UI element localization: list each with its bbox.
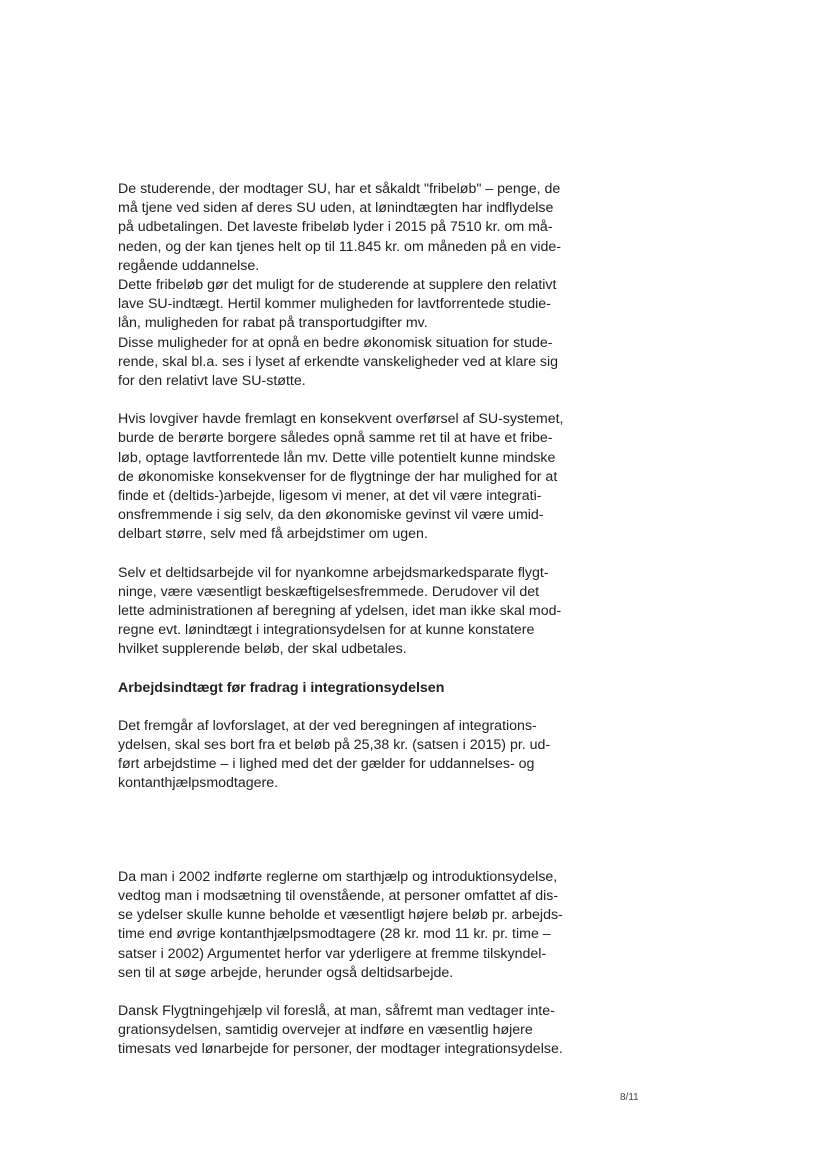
paragraph-deltidsarbejde	[118, 564, 593, 660]
paragraph-starthjaelp	[118, 868, 593, 983]
text-line: se ydelser skulle kunne beholde et væsentligt højere beløb pr. arbejds-	[118, 907, 563, 924]
text-line: løb, optage lavtforrentede lån mv. Dette ville potentielt kunne mindske	[118, 449, 556, 466]
text-line: Det fremgår af lovforslaget, at der ved beregningen af integrations-	[118, 717, 537, 734]
section-heading-text: Arbejdsindtægt før fradrag i integrationsydelsen	[118, 679, 445, 696]
text-line: ført arbejdstime – i lighed med det der gælder for uddannelses- og	[118, 756, 535, 773]
text-line: kontanthjælpsmodtagere.	[118, 775, 279, 792]
text-line: Hvis lovgiver havde fremlagt en konsekvent overførsel af SU-systemet,	[118, 411, 564, 428]
text-line: rende, skal bl.a. ses i lyset af erkendte vanskeligheder ved at klare sig	[118, 353, 559, 370]
text-line: må tjene ved siden af deres SU uden, at lønindtægten har indflydelse	[118, 200, 554, 217]
text-line: Selv et deltidsarbejde vil for nyankomne arbejdsmarkedsparate flygt-	[118, 564, 549, 581]
text-line: vedtog man i modsætning til ovenstående, at personer omfattet af dis-	[118, 887, 559, 904]
text-line: grationsydelsen, samtidig overvejer at indføre en væsentlig højere	[118, 1022, 533, 1039]
text-line: Dette fribeløb gør det muligt for de studerende at supplere den relativt	[118, 277, 557, 294]
text-line: de økonomiske konsekvenser for de flygtninge der har mulighed for at	[118, 468, 558, 485]
text-line: for den relativt lave SU-støtte.	[118, 373, 306, 390]
text-line: satser i 2002) Argumentet herfor var yderligere at fremme tilskyndel-	[118, 945, 547, 962]
text-line: time end øvrige kontanthjælpsmodtagere (28 kr. mod 11 kr. pr. time –	[118, 926, 551, 943]
text-line: De studerende, der modtager SU, har et såkaldt "fribeløb" – penge, de	[118, 181, 561, 197]
text-line: neden, og der kan tjenes helt op til 11.845 kr. om måneden på en vide-	[118, 238, 561, 255]
text-line: Dansk Flygtningehjælp vil foreslå, at man, såfremt man vedtager inte-	[118, 1002, 555, 1019]
text-line: timesats ved lønarbejde for personer, der modtager integrationsydelse.	[118, 1041, 563, 1058]
paragraph-lovgiver	[118, 410, 593, 544]
text-line: på udbetalingen. Det laveste fribeløb lyder i 2015 på 7510 kr. om må-	[118, 219, 553, 236]
paragraph-lovforslag	[118, 717, 593, 794]
text-line: regne evt. lønindtægt i integrationsydelsen for at kunne konstatere	[118, 622, 535, 639]
section-heading	[118, 679, 593, 698]
text-line: regående uddannelse.	[118, 257, 260, 274]
paragraph-forslag	[118, 1002, 593, 1060]
text-line: burde de berørte borgere således opnå samme ret til at have et fribe-	[118, 430, 553, 447]
text-line: ninge, være væsentligt beskæftigelsesfremmede. Derudover vil det	[118, 583, 540, 600]
paragraph-su-fribeloeb	[118, 180, 593, 391]
text-line: lån, muligheden for rabat på transportudgifter mv.	[118, 315, 428, 332]
text-line: ydelsen, skal ses bort fra et beløb på 25,38 kr. (satsen i 2015) pr. ud-	[118, 737, 551, 754]
text-line: onsfremmende i sig selv, da den økonomiske gevinst vil være umid-	[118, 507, 544, 524]
text-line: Disse muligheder for at opnå en bedre økonomisk situation for stude-	[118, 334, 553, 351]
document-body	[118, 180, 593, 1060]
text-line: lave SU-indtægt. Hertil kommer muligheden for lavtforrentede studie-	[118, 296, 551, 313]
text-line: hvilket supplerende beløb, der skal udbetales.	[118, 641, 407, 658]
text-line: Da man i 2002 indførte reglerne om starthjælp og introduktionsydelse,	[118, 868, 558, 885]
text-line: delbart større, selv med få arbejdstimer om ugen.	[118, 526, 428, 543]
page-number: 8/11	[620, 1092, 639, 1103]
text-line: sen til at søge arbejde, herunder også deltidsarbejde.	[118, 964, 454, 981]
text-line: lette administrationen af beregning af ydelsen, idet man ikke skal mod-	[118, 603, 562, 620]
text-line: finde et (deltids-)arbejde, ligesom vi mener, at det vil være integrati-	[118, 488, 542, 505]
